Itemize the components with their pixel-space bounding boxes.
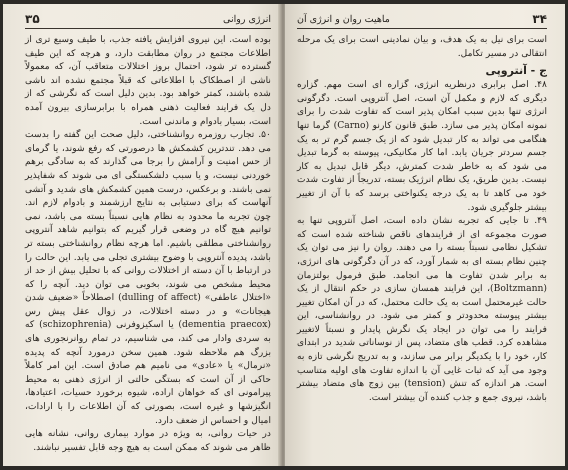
section-heading-entropy: ج - آنتروپی — [485, 64, 547, 78]
left-body-text — [25, 33, 271, 454]
right-body-text — [297, 33, 547, 60]
right-page-number: ۳۴ — [532, 12, 547, 26]
left-paragraph: بوده است. این نیروی افزایش یافته جذب، با طیف وسیع تری از اطلاعات مجتمع در روان مطابقت دارد، و هرچه که این طیف گسترده تر شود، احتمال بروز اختلالات متعاقب آن، که معمولاً ناشی از اصطکاک با اطلاعاتی که قبلاً مجتمع نشده اند ناشی شده باشند، کمتر خواهد بود. بدین دلیل است که نگرشی که از دل یک فرایند فعالیت ذهنی همراه با برابرسازی بیرون آمده است، بسیار بادوام و ماندنی است. — [25, 34, 271, 127]
right-page — [285, 4, 565, 466]
left-running-title: انرژی روانی — [223, 13, 271, 25]
right-paragraph: ۴۹. تا جایی که تجربه نشان داده است، اصل آنتروپی تنها به صورت مجموعه ای از فرایندهای ناقص شناخته شده است که تشکیل نظامی نسبتاً بسته را می دهند. روان را نیز می توان یک چنین نظام بسته ای به شمار آورد، که در آن دگرگونی های انرژی، به برابر شدن تفاوت ها می انجامد. طبق فرمول بولتزمان (Boltzmann)، این فرایند همسان سازی در حکم انتقال از یک حالت غیرمحتمل است به یک حالت محتمل، که در آن امکان تغییر بیشتر پیوسته محدودتر و کمتر می شود. در روانشناسی، این فرایند را می توان در ایجاد یک نگرش پایدار و نسبتاً لاتغییر مشاهده کرد. قطب های متضاد، پس از نوساناتی شدید در ابتدای کار، خود را با یکدیگر برابر می سازند، و به تدریج نگرشی تازه به وجود می آید که ثبات غایی آن با اندازه تفاوت های اولیه متناسب است. هر اندازه که تنش (tension) بین زوج های متضاد بیشتر باشد، نیروی جمع و جذب کننده آن بیشتر است. — [297, 215, 547, 403]
left-page-number: ۳۵ — [25, 12, 40, 26]
right-body-text-main — [297, 78, 547, 404]
right-paragraph: ۴۸. اصل برابری درنظریه انرژی، گزاره ای است مهم. گزاره دیگری که لازم و مکمل آن است، اصل آنتروپی است. دگرگونی انرژی تنها بدین سبب امکان پذیر است که تفاوت شدت را برای نمونه امکان پذیر می سازد. طبق قانون کارنو (Carno) گرما تنها هنگامی می تواند به کار تبدیل شود که از یک جسم گرم تر به یک جسم سردتر جریان یابد. اما کار مکانیکی، پیوسته به گرما تبدیل می شود که به خاطر شدت کمترش، دیگر قابل تبدیل به کار نیست. بدین طریق، یک نظام انرژیک بسته، تدریجاً از تفاوت شدت خود می کاهد تا به یک درجه یکنواختی برسد که با آن از تغییر بیشتر جلوگیری شود. — [297, 79, 548, 213]
left-page — [3, 4, 281, 466]
left-paragraph: در حیات روانی، به ویژه در موارد بیماری روانی، نشانه هایی ظاهر می شوند که ممکن است به هیچ وجه قابل تفسیر نباشند. — [25, 428, 271, 453]
right-running-head — [297, 12, 547, 29]
left-running-head — [25, 12, 271, 29]
right-running-title: ماهیت روان و انرژی آن — [297, 13, 390, 25]
right-intro-paragraph: است برای نیل به یک هدف، و بیان نمادینی است برای یک مرحله انتقالی در مسیر تکامل. — [297, 34, 547, 59]
left-paragraph: ۵۰. تجارب روزمره روانشناختی، دلیل صحت این گفته را بدست می دهد. تندترین کشمکش ها درصورتی که رفع شوند، یا گرمای از حس امنیت و آرامش را برجا می گذارند که به سادگی برهم خوردنی نیست، و یا سبب دلشکستگی ای می شوند که شفاپذیر نمی باشند. و برعکس، درست همین کشمکش های شدید و آتشی آنهاست که برای دستیابی به نتایج ارزشمند و بادوام لازم اند. چون تجربه ما محدود به نظام هایی نسبتاً بسته می باشد، نمی توانیم هیچ گاه در وضعی قرار گیریم که بتوانیم شاهد آنتروپی روانشناختی مطلقی باشیم. اما هرچه نظام روانشناختی بسته تر باشد، پدیده آنتروپی با وضوح بیشتری تجلی می یابد. این حالت را در ارتباط با آن دسته از اختلالات روانی که با تحلیل بیش از حد از محیط مشخص می شوند، بخوبی می توان دید. آنچه را که «اختلال عاطفی» (dulling of affect) اصطلاحاً «ضعیف شدن هیجانات» و در دسته اختلالات، در زوال عقل پیش رس (dementia praecox) یا اسکیزوفرنی (schizophrenia) که به سردی وادار می کند، می شناسیم، در تمام روانرنجوری های بزرگ هم ملاحظه شود. همین سخن درمورد آنچه که پدیده «نرمال» یا «عادی» می نامیم هم صادق است. این امر کاملاً حاکی از آن است که بستگی حالتی از انرژی ذهنی به محیط پیرامونی ای که خواهان اراده، شیوه برخورد حسیات، اعتیادها، انگیزشها و غیره است، بصورتی که آن اطلاعات را با ارادات، امیال و احساس از ضعف دارد. — [25, 129, 272, 426]
